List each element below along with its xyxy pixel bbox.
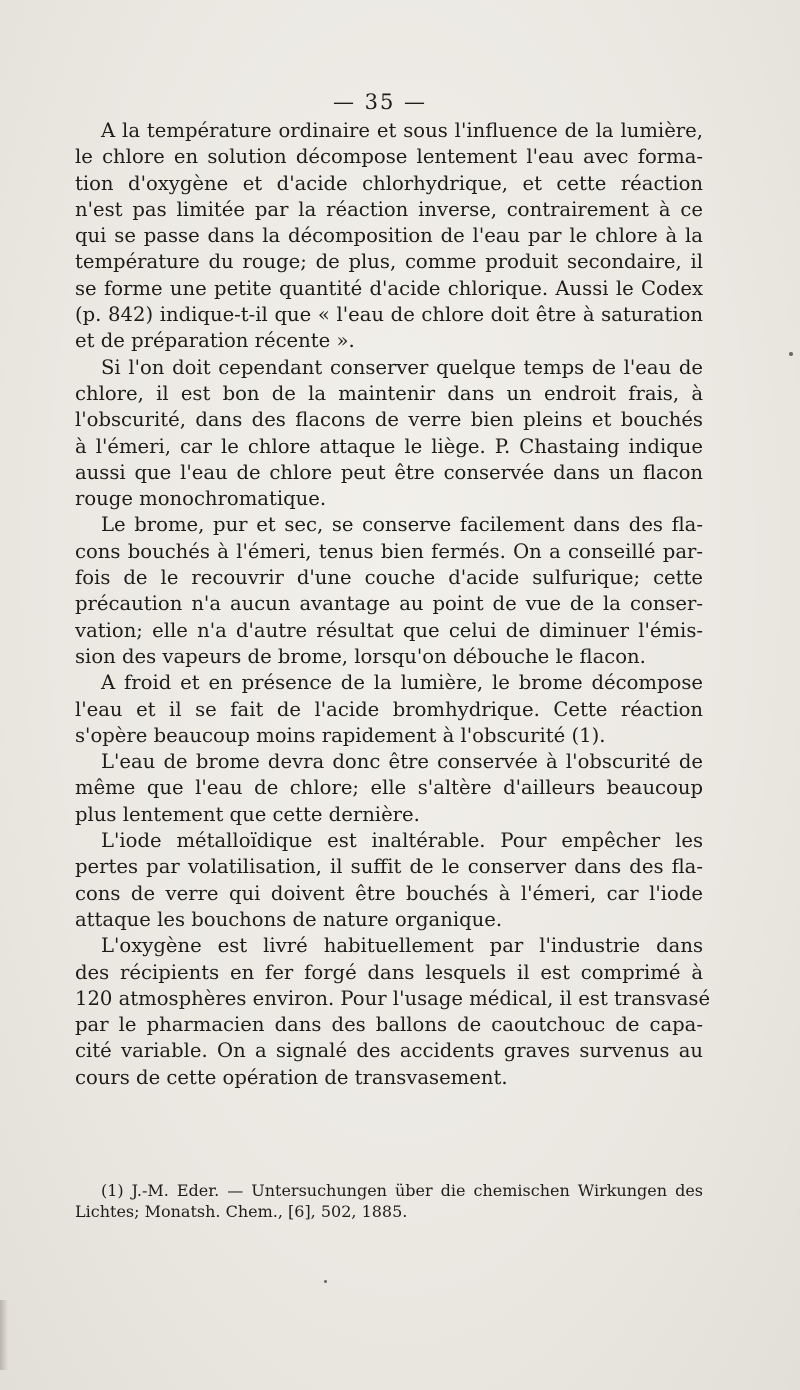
text-line: 120 atmosphères environ. Pour l'usage médical, il est transvasé: [75, 986, 711, 1010]
text-line: température du rouge; de plus, comme produit secondaire, il: [75, 250, 703, 274]
text-line: cours de cette opération de transvasement.: [75, 1065, 508, 1089]
text-line: L'iode métalloïdique est inaltérable. Pour empêcher les: [101, 829, 703, 853]
text-line: pertes par volatilisation, il suffit de le conserver dans des fla-: [75, 855, 703, 879]
text-line: Si l'on doit cependant conserver quelque temps de l'eau de: [101, 355, 703, 379]
text-line: précaution n'a aucun avantage au point de vue de la conser-: [75, 592, 703, 616]
text-line: et de préparation récente ».: [75, 329, 355, 353]
text-line: n'est pas limitée par la réaction inverse, contrairement à ce: [75, 197, 703, 221]
text-line: aussi que l'eau de chlore peut être conservée dans un flacon: [75, 460, 703, 484]
text-line: l'eau et il se fait de l'acide bromhydrique. Cette réaction: [75, 697, 703, 721]
footnotes: [75, 1180, 703, 1222]
text-line: Le brome, pur et sec, se conserve facilement dans des fla-: [101, 513, 703, 537]
page-number: — 35 —: [332, 90, 428, 114]
text-line: des récipients en fer forgé dans lesquels il est comprimé à: [75, 960, 703, 984]
text-line: L'oxygène est livré habituellement par l'industrie dans: [101, 934, 703, 958]
text-line: qui se passe dans la décomposition de l'eau par le chlore à la: [75, 224, 703, 248]
text-line: cité variable. On a signalé des accidents graves survenus au: [75, 1039, 703, 1063]
text-line: chlore, il est bon de la maintenir dans un endroit frais, à: [75, 381, 703, 405]
text-line: fois de le recouvrir d'une couche d'acide sulfurique; cette: [75, 566, 703, 590]
text-line: A froid et en présence de la lumière, le brome décompose: [101, 671, 703, 695]
text-line: L'eau de brome devra donc être conservée à l'obscurité de: [101, 750, 703, 774]
text-line: sion des vapeurs de brome, lorsqu'on débouche le flacon.: [75, 644, 646, 668]
text-line: à l'émeri, car le chlore attaque le liège. P. Chastaing indique: [75, 434, 703, 458]
footnote-line: (1) J.-M. Eder. — Untersuchungen über die chemischen Wirkungen des: [101, 1181, 703, 1200]
text-line: plus lentement que cette dernière.: [75, 802, 420, 826]
text-line: rouge monochromatique.: [75, 487, 327, 511]
text-line: attaque les bouchons de nature organique.: [75, 907, 503, 931]
text-line: se forme une petite quantité d'acide chlorique. Aussi le Codex: [75, 276, 703, 300]
text-line: tion d'oxygène et d'acide chlorhydrique, et cette réaction: [75, 171, 703, 195]
page-edge-shadow: [0, 1300, 8, 1370]
ink-speck: [324, 1280, 327, 1283]
text-line: le chlore en solution décompose lentement l'eau avec forma-: [75, 145, 703, 169]
text-line: même que l'eau de chlore; elle s'altère d'ailleurs beaucoup: [75, 776, 703, 800]
text-line: A la température ordinaire et sous l'influence de la lumière,: [101, 119, 703, 142]
text-line: cons bouchés à l'émeri, tenus bien fermés. On a conseillé par-: [75, 539, 703, 563]
text-line: s'opère beaucoup moins rapidement à l'obscurité (1).: [75, 723, 606, 747]
text-line: l'obscurité, dans des flacons de verre bien pleins et bouchés: [75, 408, 703, 432]
text-line: vation; elle n'a d'autre résultat que celui de diminuer l'émis-: [75, 618, 703, 642]
text-line: par le pharmacien dans des ballons de caoutchouc de capa-: [75, 1013, 703, 1037]
body-text: [75, 118, 711, 1091]
text-line: (p. 842) indique-t-il que « l'eau de chlore doit être à saturation: [75, 303, 703, 327]
ink-speck: [789, 352, 793, 356]
footnote-line: Lichtes; Monatsh. Chem., [6], 502, 1885.: [75, 1202, 408, 1221]
text-line: cons de verre qui doivent être bouchés à l'émeri, car l'iode: [75, 881, 703, 905]
